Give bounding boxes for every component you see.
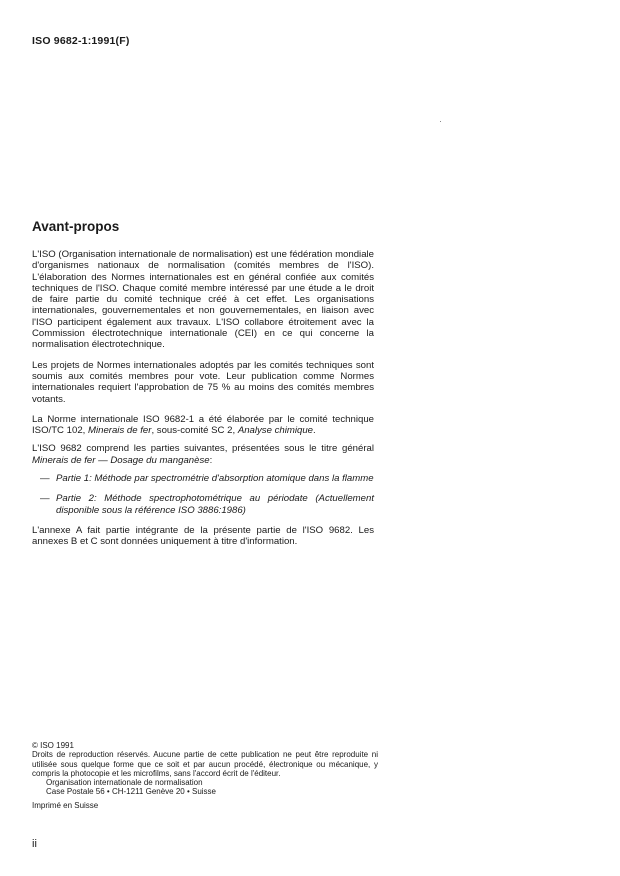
copyright-block [32, 741, 378, 810]
list-dash: — [40, 493, 50, 505]
page-number: ii [32, 838, 37, 850]
paragraph-committee [32, 414, 374, 437]
paragraph-annexes: L'annexe A fait partie intégrante de la présente partie de l'ISO 9682. Les annexes B et C sont données uniquement à titre d'information. [32, 524, 374, 548]
parts-intro-text: L'ISO 9682 comprend les parties suivantes, présentées sous le titre général [32, 443, 374, 455]
committee-text-e: . [313, 425, 316, 437]
list-item [32, 493, 374, 516]
scan-speck [440, 121, 441, 122]
document-id-header: ISO 9682-1:1991(F) [32, 35, 130, 47]
paragraph-draft-standards: Les projets de Normes internationales adoptés par les comités techniques sont soumis aux comités membres pour vote. Leur publication comme Normes internationales requiert l'approbation de 75 % au moins des comités membres votants. [32, 359, 374, 405]
organisation-address: Case Postale 56 • CH-1211 Genève 20 • Suisse [46, 787, 216, 797]
list-item-text: Partie 2: Méthode spectrophotométrique au périodate (Actuellement disponible sous la référence ISO 3886:1986) [56, 493, 374, 516]
list-dash: — [40, 473, 50, 485]
subcommittee-name: Analyse chimique [237, 425, 314, 437]
section-title: Avant-propos [32, 219, 120, 234]
foreword-body [32, 249, 374, 557]
committee-text-c: , sous-comité SC 2, [151, 425, 238, 437]
committee-text-a: La Norme internationale ISO 9682-1 a été élaborée par le comité technique ISO/TC 102, [32, 413, 374, 437]
paragraph-parts-intro [32, 443, 374, 466]
paragraph-iso-description: L'ISO (Organisation internationale de normalisation) est une fédération mondiale d'organismes nationaux de normalisation (comités membres de l'ISO). L'élaboration des Normes internationales est en général confiée aux comités techniques de l'ISO. Chaque comité membre intéressé par une étude a le droit de faire partie du comité technique créé à cet effet. Les organisations internationales, gouvernementales et non gouvernementales, en liaison avec l'ISO participent également aux travaux. L'ISO collabore étroitement avec la Commission électrotechnique internationale (CEI) en ce qui concerne la normalisation électrotechnique. [32, 249, 374, 351]
list-item [32, 473, 374, 484]
organisation-name: Organisation internationale de normalisation [46, 778, 203, 788]
printed-in: Imprimé en Suisse [32, 800, 99, 810]
list-item-text: Partie 1: Méthode par spectrométrie d'absorption atomique dans la flamme [56, 473, 374, 485]
parts-intro-colon: : [209, 454, 213, 466]
general-title: Minerais de fer — Dosage du manganèse [32, 454, 210, 466]
copyright-notice: Droits de reproduction réservés. Aucune partie de cette publication ne peut être reproduite ni utilisée sous quelque forme que ce soit et par aucun procédé, électronique ou mécanique, y compris la photocopie et les microfilms, sans l'accord écrit de l'éditeur. [32, 750, 378, 778]
committee-name: Minerais de fer [87, 425, 152, 437]
parts-list [32, 473, 374, 516]
copyright-line: © ISO 1991 [32, 741, 74, 750]
